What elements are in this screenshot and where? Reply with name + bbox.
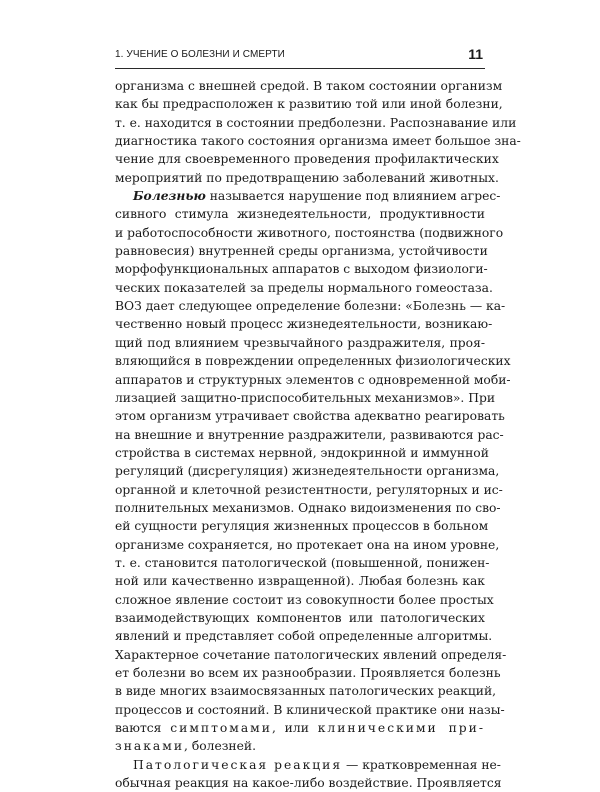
text-line: сложное явление состоит из совокупности более простых [115, 592, 494, 607]
body-text [115, 77, 521, 792]
text-line: ВОЗ дает следующее определение болезни: «Болезнь — ка- [115, 299, 506, 314]
running-head [115, 46, 485, 69]
text-line: ческих показателей за пределы нормального гомеостаза. [115, 280, 493, 295]
text-line: морфофункциональных аппаратов с выходом физиологи- [115, 262, 488, 277]
text-line: лизацией защитно-приспособительных механизмов». При [115, 390, 496, 405]
text-line: явлений и представляет собой определенные алгоритмы. [115, 629, 493, 644]
text-line: организма с внешней средой. В таком состоянии организм [115, 79, 503, 93]
text-line: чественно новый процесс жизнедеятельности, возникаю- [115, 317, 493, 332]
text-line: этом организм утрачивает свойства адекватно реагировать [115, 409, 505, 424]
text-line: т. е. находится в состоянии предболезни. Распознавание или [115, 115, 517, 130]
text-line: Характерное сочетание патологических явлений определя- [115, 647, 507, 662]
text-line: аппаратов и структурных элементов с одновременной моби- [115, 372, 511, 387]
text-line: ет болезни во всем их разнообразии. Проявляется болезнь [115, 666, 501, 680]
text-line: на внешние и внутренние раздражители, развиваются рас- [115, 427, 504, 442]
section-title: 1. УЧЕНИЕ О БОЛЕЗНИ И СМЕРТИ [115, 49, 285, 60]
text-line: чение для своевременного проведения профилактических [115, 152, 499, 167]
text-line: мероприятий по предотвращению заболеваний животных. [115, 170, 499, 185]
text-line: процессов и состояний. В клинической практике они назы- [115, 702, 505, 717]
text-line: знаками, болезней. [115, 739, 257, 754]
text-line: равновесия) внутренней среды организма, устойчивости [115, 244, 488, 259]
spaced-term: симптомами [170, 721, 272, 736]
text-line: щий под влиянием чрезвычайного раздражителя, проя- [115, 335, 485, 350]
text-line: организме сохраняется, но протекает она на ином уровне, [115, 537, 500, 552]
defined-term: Болезнью [133, 188, 206, 204]
text-line: стройства в системах нервной, эндокринной и иммунной [115, 445, 489, 460]
text-line: т. е. становится патологической (повышенной, понижен- [115, 555, 490, 570]
text-line: в виде многих взаимосвязанных патологических реакций, [115, 684, 497, 699]
text-line: полнительных механизмов. Однако видоизменения по сво- [115, 500, 501, 515]
spaced-term: Патологическая реакция [133, 757, 343, 772]
text-line: обычная реакция на какое-либо воздействие. Проявляется [115, 776, 502, 791]
text-line: ваются симптомами, или клиническими при- [115, 721, 485, 736]
page-number: 11 [468, 46, 483, 62]
spaced-term: знаками [115, 739, 185, 754]
text-line: взаимодействующих компонентов или патологических [115, 610, 485, 625]
text-line: как бы предрасположен к развитию той или иной болезни, [115, 97, 503, 112]
spaced-term: клиническими при- [317, 721, 485, 736]
text-line: ной или качественно извращенной). Любая болезнь как [115, 574, 485, 589]
text-line: сивного стимула жизнедеятельности, продуктивности [115, 207, 485, 222]
text-line: диагностика такого состояния организма имеет большое зна- [115, 134, 521, 149]
text-line: регуляций (дисрегуляция) жизнедеятельности организма, [115, 464, 500, 479]
text-line: ей сущности регуляция жизненных процессов в больном [115, 519, 489, 534]
text-line: Болезнью называется нарушение под влиянием агрес- [133, 188, 501, 204]
text-line: Патологическая реакция — кратковременная не- [133, 757, 501, 772]
text-line: и работоспособности животного, постоянства (подвижного [115, 225, 504, 240]
text-line: вляющийся в повреждении определенных физиологических [115, 354, 511, 369]
text-line: органной и клеточной резистентности, регуляторных и ис- [115, 482, 503, 497]
